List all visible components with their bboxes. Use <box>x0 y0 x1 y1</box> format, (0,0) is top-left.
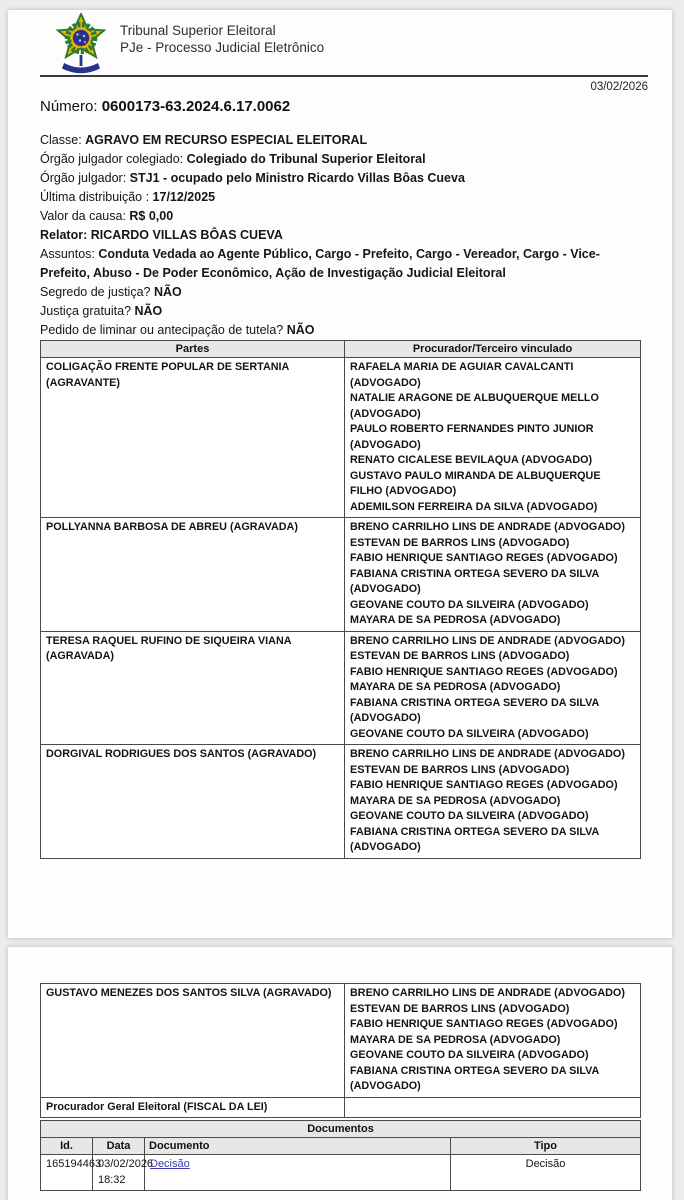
document-name-cell <box>145 1155 451 1191</box>
field-label: Classe: <box>40 133 86 147</box>
attorney-entry: FABIO HENRIQUE SANTIAGO REGES (ADVOGADO) <box>350 665 618 678</box>
field-label: Última distribuição : <box>40 190 153 204</box>
case-field-line <box>40 321 646 340</box>
document-id: 165194463 <box>41 1155 93 1191</box>
document-page-2 <box>8 947 672 1200</box>
attorney-entry: GEOVANE COUTO DA SILVEIRA (ADVOGADO) <box>350 598 589 611</box>
case-field-line <box>40 131 646 150</box>
attorney-entry: ESTEVAN DE BARROS LINS (ADVOGADO) <box>350 1002 570 1015</box>
party-name-cell: DORGIVAL RODRIGUES DOS SANTOS (AGRAVADO) <box>41 745 345 859</box>
attorney-entry: RAFAELA MARIA DE AGUIAR CAVALCANTI (ADVOGADO) <box>350 361 574 389</box>
field-value: NÃO <box>153 285 182 299</box>
parties-column-header: Partes <box>41 341 345 358</box>
attorney-entry: BRENO CARRILHO LINS DE ANDRADE (ADVOGADO) <box>350 634 625 647</box>
attorney-entry: GUSTAVO PAULO MIRANDA DE ALBUQUERQUE FILHO (ADVOGADO) <box>350 469 601 497</box>
parties-table-continued <box>40 983 641 1118</box>
process-number-line <box>40 98 290 115</box>
document-date: 03/02/2026 18:32 <box>93 1155 145 1191</box>
attorney-entry: FABIO HENRIQUE SANTIAGO REGES (ADVOGADO) <box>350 779 618 791</box>
attorney-entry: GEOVANE COUTO DA SILVEIRA (ADVOGADO) <box>350 727 589 740</box>
attorney-entry: FABIO HENRIQUE SANTIAGO REGES (ADVOGADO) <box>350 552 618 564</box>
fiscal-row <box>41 1097 641 1118</box>
case-field-line <box>40 169 646 188</box>
case-field-line <box>40 188 646 207</box>
field-value: STJ1 - ocupado pelo Ministro Ricardo Villas Bôas Cueva <box>129 171 465 185</box>
field-value: RICARDO VILLAS BÔAS CUEVA <box>90 228 283 242</box>
attorneys-column-header: Procurador/Terceiro vinculado <box>345 341 641 358</box>
party-name-cell: TERESA RAQUEL RUFINO DE SIQUEIRA VIANA (AGRAVADA) <box>41 631 345 745</box>
field-label: Órgão julgador: <box>40 171 130 185</box>
party-name-cell: POLLYANNA BARBOSA DE ABREU (AGRAVADA) <box>41 518 345 632</box>
field-label: Assuntos: <box>40 247 99 261</box>
attorney-entry: MAYARA DE SA PEDROSA (ADVOGADO) <box>350 681 561 693</box>
case-field-line <box>40 283 646 302</box>
case-field-line <box>40 150 646 169</box>
attorney-entry: FABIANA CRISTINA ORTEGA SEVERO DA SILVA (ADVOGADO) <box>350 825 599 853</box>
field-label: Órgão julgador colegiado: <box>40 152 187 166</box>
process-number-label: Número: <box>40 98 98 115</box>
parties-table <box>40 340 641 859</box>
attorneys-cell <box>345 518 641 632</box>
attorney-entry: ADEMILSON FERREIRA DA SILVA (ADVOGADO) <box>350 500 598 513</box>
attorney-entry: ESTEVAN DE BARROS LINS (ADVOGADO) <box>350 536 570 549</box>
org-name: Tribunal Superior Eleitoral <box>120 23 276 38</box>
field-value: Conduta Vedada ao Agente Público, Cargo - Prefeito, Cargo - Vereador, Cargo - Vice-Prefeito, Abuso - De Poder Econômico, Ação de Investigação Judicial Eleitoral <box>40 247 600 280</box>
documents-title-row <box>41 1121 641 1138</box>
case-field-line <box>40 302 646 321</box>
party-name-cell: GUSTAVO MENEZES DOS SANTOS SILVA (AGRAVADO) <box>41 984 345 1098</box>
documents-header-row <box>41 1138 641 1155</box>
party-row <box>41 984 641 1098</box>
field-value: AGRAVO EM RECURSO ESPECIAL ELEITORAL <box>85 133 368 147</box>
attorney-entry: BRENO CARRILHO LINS DE ANDRADE (ADVOGADO) <box>350 748 625 760</box>
fiscal-label: Procurador Geral Eleitoral (FISCAL DA LEI) <box>41 1097 345 1118</box>
attorney-entry: MAYARA DE SA PEDROSA (ADVOGADO) <box>350 614 561 626</box>
field-label: Pedido de liminar ou antecipação de tutela? <box>40 323 287 337</box>
parties-table-header-row <box>41 341 641 358</box>
doc-id-header: Id. <box>41 1138 93 1155</box>
attorney-entry: NATALIE ARAGONE DE ALBUQUERQUE MELLO (ADVOGADO) <box>350 392 599 420</box>
document-type: Decisão <box>451 1155 641 1191</box>
doc-type-header: Tipo <box>451 1138 641 1155</box>
party-row <box>41 518 641 632</box>
field-value: NÃO <box>286 323 315 337</box>
field-label: Valor da causa: <box>40 209 130 223</box>
field-label: Relator: <box>40 228 91 242</box>
field-value: 17/12/2025 <box>152 190 216 204</box>
attorney-entry: FABIANA CRISTINA ORTEGA SEVERO DA SILVA (ADVOGADO) <box>350 567 599 595</box>
party-row <box>41 745 641 859</box>
attorney-entry: RENATO CICALESE BEVILAQUA (ADVOGADO) <box>350 454 593 466</box>
attorneys-cell <box>345 745 641 859</box>
party-row <box>41 631 641 745</box>
attorneys-cell <box>345 358 641 518</box>
party-name-cell: COLIGAÇÃO FRENTE POPULAR DE SERTANIA (AGRAVANTE) <box>41 358 345 518</box>
attorney-entry: PAULO ROBERTO FERNANDES PINTO JUNIOR (ADVOGADO) <box>350 423 594 451</box>
document-link[interactable]: Decisão <box>150 1158 190 1170</box>
header-divider <box>40 75 648 77</box>
attorney-entry: ESTEVAN DE BARROS LINS (ADVOGADO) <box>350 650 570 662</box>
attorney-entry: BRENO CARRILHO LINS DE ANDRADE (ADVOGADO) <box>350 521 625 533</box>
field-label: Justiça gratuita? <box>40 304 135 318</box>
document-row <box>41 1155 641 1191</box>
process-number-value: 0600173-63.2024.6.17.0062 <box>101 98 291 115</box>
doc-date-header: Data <box>93 1138 145 1155</box>
attorney-entry: FABIANA CRISTINA ORTEGA SEVERO DA SILVA (ADVOGADO) <box>350 1064 599 1092</box>
attorney-entry: FABIO HENRIQUE SANTIAGO REGES (ADVOGADO) <box>350 1018 618 1030</box>
party-row <box>41 358 641 518</box>
case-field-line <box>40 245 646 283</box>
case-field-line <box>40 226 646 245</box>
field-value: NÃO <box>134 304 163 318</box>
app-name: PJe - Processo Judicial Eletrônico <box>120 40 325 55</box>
attorney-entry: MAYARA DE SA PEDROSA (ADVOGADO) <box>350 1033 561 1046</box>
case-fields <box>40 131 646 340</box>
attorney-entry: BRENO CARRILHO LINS DE ANDRADE (ADVOGADO) <box>350 987 625 999</box>
attorney-entry: ESTEVAN DE BARROS LINS (ADVOGADO) <box>350 763 570 776</box>
fiscal-attorneys-empty-cell <box>345 1097 641 1118</box>
field-value: Colegiado do Tribunal Superior Eleitoral <box>186 152 426 166</box>
document-date: 03/02/2026 <box>590 81 648 93</box>
attorneys-cell <box>345 984 641 1098</box>
document-page-1 <box>8 10 672 938</box>
attorney-entry: FABIANA CRISTINA ORTEGA SEVERO DA SILVA (ADVOGADO) <box>350 696 599 724</box>
case-field-line <box>40 207 646 226</box>
field-label: Segredo de justiça? <box>40 285 154 299</box>
documents-table <box>40 1120 641 1191</box>
brazil-coat-of-arms-icon <box>55 13 107 82</box>
documents-title: Documentos <box>41 1121 641 1138</box>
attorney-entry: GEOVANE COUTO DA SILVEIRA (ADVOGADO) <box>350 810 589 822</box>
attorney-entry: MAYARA DE SA PEDROSA (ADVOGADO) <box>350 794 561 807</box>
attorneys-cell <box>345 631 641 745</box>
doc-name-header: Documento <box>145 1138 451 1155</box>
field-value: R$ 0,00 <box>129 209 174 223</box>
attorney-entry: GEOVANE COUTO DA SILVEIRA (ADVOGADO) <box>350 1049 589 1061</box>
